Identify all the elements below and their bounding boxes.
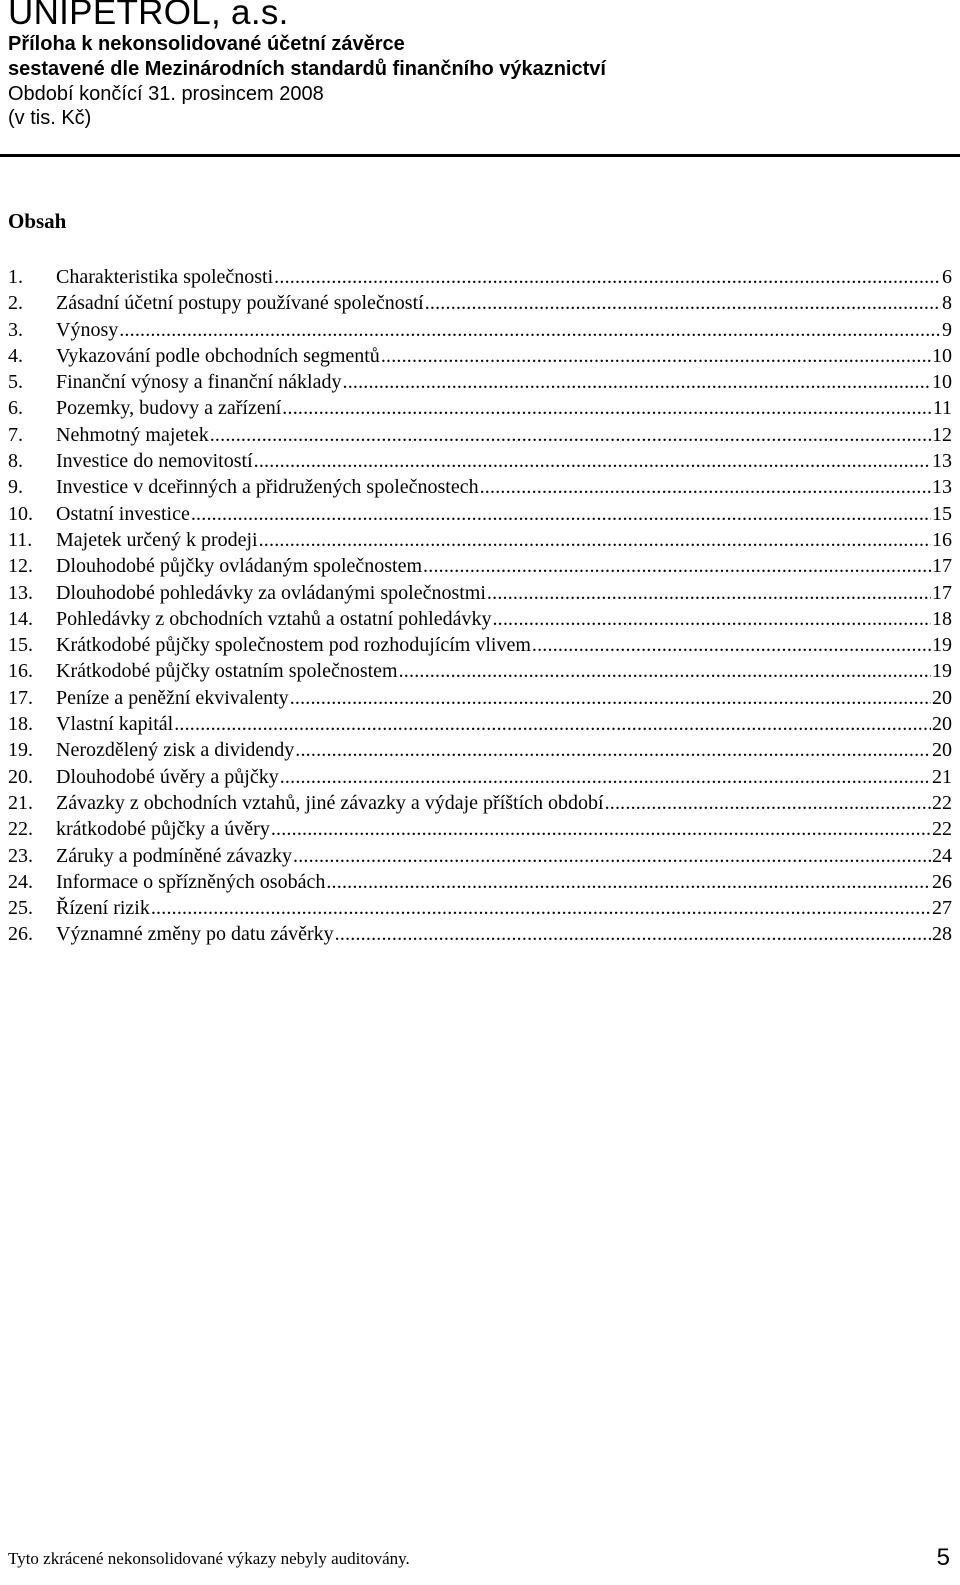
toc-entry-page: 21 xyxy=(932,765,952,788)
toc-entry-number: 19. xyxy=(8,739,33,762)
toc-entry[interactable] xyxy=(8,843,952,869)
toc-entry-number: 15. xyxy=(8,634,33,657)
toc-entry-page: 15 xyxy=(932,502,952,525)
header-divider xyxy=(0,154,960,157)
toc-entry-page: 19 xyxy=(932,634,952,657)
toc-entry-title: Výnosy xyxy=(56,318,119,341)
toc-entry-page: 24 xyxy=(932,844,952,867)
toc-entry[interactable] xyxy=(8,737,952,763)
toc-dot-leader xyxy=(282,395,931,421)
toc-entry[interactable] xyxy=(8,711,952,737)
company-name: UNIPETROL, a.s. xyxy=(8,0,289,32)
toc-entry[interactable] xyxy=(8,501,952,527)
toc-entry-title: Vykazování podle obchodních segmentů xyxy=(56,344,380,367)
toc-entry-number: 24. xyxy=(8,870,33,893)
toc-entry[interactable] xyxy=(8,527,952,553)
toc-dot-leader xyxy=(423,553,931,579)
toc-dot-leader xyxy=(280,764,931,790)
toc-entry-title: Dlouhodobé půjčky ovládaným společnostem xyxy=(56,555,423,578)
toc-entry[interactable] xyxy=(8,317,952,343)
toc-entry-page: 6 xyxy=(942,266,952,288)
toc-dot-leader xyxy=(290,685,931,711)
toc-dot-leader xyxy=(274,264,941,290)
toc-entry-page: 13 xyxy=(932,476,952,499)
toc-dot-leader xyxy=(399,658,931,684)
toc-entry-number: 3. xyxy=(8,318,23,341)
toc-entry-title: Závazky z obchodních vztahů, jiné závazky a výdaje příštích období xyxy=(56,791,604,814)
toc-dot-leader xyxy=(295,737,931,763)
toc-entry-title: Ostatní investice xyxy=(56,502,190,525)
toc-entry-number: 22. xyxy=(8,818,33,841)
toc-entry[interactable] xyxy=(8,422,952,448)
toc-entry[interactable] xyxy=(8,632,952,658)
toc-entry[interactable] xyxy=(8,264,952,290)
toc-entry-number: 5. xyxy=(8,371,23,394)
currency-unit: (v tis. Kč) xyxy=(8,107,92,129)
toc-dot-leader xyxy=(254,448,931,474)
toc-entry-page: 20 xyxy=(932,686,952,709)
toc-entry-title: Zásadní účetní postupy používané společností xyxy=(56,292,424,315)
toc-entry[interactable] xyxy=(8,606,952,632)
toc-entry-number: 16. xyxy=(8,660,33,683)
toc-dot-leader xyxy=(259,527,931,553)
toc-entry[interactable] xyxy=(8,869,952,895)
toc-entry-page: 11 xyxy=(932,397,952,420)
toc-entry[interactable] xyxy=(8,685,952,711)
toc-dot-leader xyxy=(492,606,931,632)
toc-dot-leader xyxy=(119,317,941,343)
toc-dot-leader xyxy=(532,632,931,658)
toc-entry-number: 8. xyxy=(8,450,23,473)
toc-entry-page: 9 xyxy=(942,318,952,341)
toc-entry-page: 20 xyxy=(932,713,952,736)
toc-entry-page: 16 xyxy=(932,528,952,551)
toc-dot-leader xyxy=(271,816,931,842)
toc-entry-title: Pozemky, budovy a zařízení xyxy=(56,397,282,420)
toc-dot-leader xyxy=(425,290,941,316)
toc-entry-number: 14. xyxy=(8,607,33,630)
toc-dot-leader xyxy=(191,501,931,527)
toc-dot-leader xyxy=(487,580,931,606)
document-header xyxy=(8,0,952,130)
toc-entry[interactable] xyxy=(8,764,952,790)
toc-entry[interactable] xyxy=(8,921,952,947)
toc-entry-title: Významné změny po datu závěrky xyxy=(56,923,334,946)
toc-entry[interactable] xyxy=(8,580,952,606)
toc-entry-page: 22 xyxy=(932,818,952,841)
toc-entry-title: Krátkodobé půjčky ostatním společnostem xyxy=(56,660,398,683)
toc-entry[interactable] xyxy=(8,290,952,316)
toc-entry[interactable] xyxy=(8,553,952,579)
toc-entry-number: 7. xyxy=(8,423,23,446)
toc-entry-page: 22 xyxy=(932,791,952,814)
toc-entry-page: 17 xyxy=(932,581,952,604)
toc-dot-leader xyxy=(210,422,931,448)
toc-entry-number: 9. xyxy=(8,476,23,499)
toc-entry-title: Nerozdělený zisk a dividendy xyxy=(56,739,295,762)
audit-disclaimer: Tyto zkrácené nekonsolidované výkazy nebyly auditovány. xyxy=(8,1549,410,1568)
toc-entry-number: 11. xyxy=(8,528,33,551)
toc-entry[interactable] xyxy=(8,474,952,500)
toc-entry-page: 13 xyxy=(932,450,952,473)
toc-entry-number: 17. xyxy=(8,686,33,709)
toc-entry[interactable] xyxy=(8,343,952,369)
toc-entry-title: krátkodobé půjčky a úvěry xyxy=(56,818,270,841)
toc-entry-page: 28 xyxy=(932,923,952,946)
toc-entry-title: Dlouhodobé pohledávky za ovládanými společnostmi xyxy=(56,581,486,604)
toc-entry-number: 6. xyxy=(8,397,23,420)
toc-entry[interactable] xyxy=(8,790,952,816)
toc-dot-leader xyxy=(343,369,932,395)
toc-entry-title: Investice do nemovitostí xyxy=(56,450,253,473)
toc-entry-title: Krátkodobé půjčky společnostem pod rozhodujícím vlivem xyxy=(56,634,531,657)
toc-entry-number: 13. xyxy=(8,581,33,604)
toc-entry[interactable] xyxy=(8,395,952,421)
toc-entry-page: 18 xyxy=(932,607,952,630)
toc-entry-number: 1. xyxy=(8,266,23,288)
toc-entry-title: Finanční výnosy a finanční náklady xyxy=(56,371,342,394)
toc-entry-page: 27 xyxy=(932,897,952,920)
toc-entry-title: Nehmotný majetek xyxy=(56,423,209,446)
toc-entry-title: Vlastní kapitál xyxy=(56,713,174,736)
toc-entry-page: 12 xyxy=(932,423,952,446)
document-subtitle-line-2: sestavené dle Mezinárodních standardů finančního výkaznictví xyxy=(8,58,606,80)
toc-entry-title: Dlouhodobé úvěry a půjčky xyxy=(56,765,279,788)
toc-dot-leader xyxy=(381,343,931,369)
toc-entry-page: 10 xyxy=(932,371,952,394)
toc-dot-leader xyxy=(605,790,931,816)
toc-entry-title: Řízení rizik xyxy=(56,897,150,920)
toc-entry-number: 20. xyxy=(8,765,33,788)
toc-dot-leader xyxy=(151,895,931,921)
reporting-period: Období končící 31. prosincem 2008 xyxy=(8,83,324,105)
toc-entry[interactable] xyxy=(8,369,952,395)
toc-entry-title: Pohledávky z obchodních vztahů a ostatní pohledávky xyxy=(56,607,492,630)
toc-dot-leader xyxy=(174,711,931,737)
toc-dot-leader xyxy=(293,843,931,869)
toc-entry-title: Charakteristika společnosti xyxy=(56,266,274,288)
toc-entry[interactable] xyxy=(8,658,952,684)
document-subtitle-line-1: Příloha k nekonsolidované účetní závěrce xyxy=(8,33,405,55)
toc-entry-page: 26 xyxy=(932,870,952,893)
toc-dot-leader xyxy=(480,474,931,500)
toc-entry-number: 2. xyxy=(8,292,23,315)
toc-entry-number: 21. xyxy=(8,791,33,814)
toc-entry-page: 19 xyxy=(932,660,952,683)
toc-heading: Obsah xyxy=(8,209,67,233)
toc-entry[interactable] xyxy=(8,895,952,921)
toc-entry[interactable] xyxy=(8,816,952,842)
toc-entry-number: 23. xyxy=(8,844,33,867)
toc-entry-title: Informace o spřízněných osobách xyxy=(56,870,326,893)
toc-entry-number: 26. xyxy=(8,923,33,946)
toc-dot-leader xyxy=(326,869,931,895)
toc-entry-title: Investice v dceřinných a přidružených společnostech xyxy=(56,476,479,499)
toc-entry[interactable] xyxy=(8,448,952,474)
table-of-contents xyxy=(8,264,952,948)
toc-entry-page: 20 xyxy=(932,739,952,762)
toc-entry-page: 8 xyxy=(942,292,952,315)
toc-entry-number: 12. xyxy=(8,555,33,578)
toc-entry-page: 17 xyxy=(932,555,952,578)
toc-entry-number: 18. xyxy=(8,713,33,736)
toc-dot-leader xyxy=(335,921,931,947)
toc-entry-title: Majetek určený k prodeji xyxy=(56,528,258,551)
toc-entry-title: Záruky a podmíněné závazky xyxy=(56,844,293,867)
toc-entry-number: 25. xyxy=(8,897,33,920)
toc-entry-number: 10. xyxy=(8,502,33,525)
toc-entry-page: 10 xyxy=(932,344,952,367)
toc-entry-title: Peníze a peněžní ekvivalenty xyxy=(56,686,289,709)
page-number: 5 xyxy=(936,1544,950,1571)
toc-entry-number: 4. xyxy=(8,344,23,367)
